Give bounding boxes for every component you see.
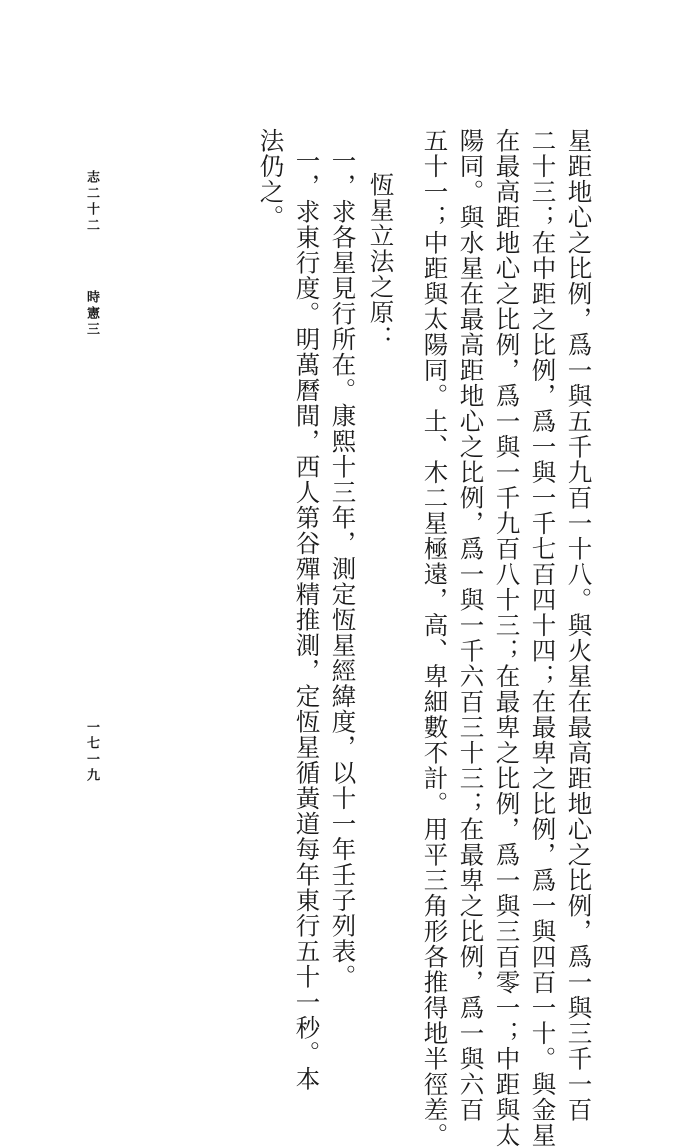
chapter-label: 志二十二 — [84, 170, 99, 234]
text-column-1: 星距地心之比例，爲一與五千九百一十八。與火星在最高距地心之比例，爲一與三千一百 — [564, 128, 594, 1123]
text-column-5: 五十一；中距與太陽同。土、木二星極遠，高、卑細數不計。用平三角形各推得地半徑差。 — [420, 128, 450, 1148]
page-number: 一七一九 — [84, 720, 99, 784]
section-label: 時憲三 — [84, 290, 99, 338]
text-column-4: 陽同。與水星在最高距地心之比例，爲一與一千六百三十三；在最卑之比例，爲一與六百 — [456, 128, 486, 1123]
text-column-2: 二十三；在中距之比例，爲一與一千七百四十四；在最卑之比例，爲一與四百一十。與金星 — [528, 128, 558, 1148]
section-heading: 恆星立法之原： — [366, 172, 396, 351]
list-item-2: 一，求東行度。明萬曆間，西人第谷殫精推測，定恆星循黃道每年東行五十一秒。本 — [292, 148, 322, 1092]
list-item-continuation: 法仍之。 — [256, 128, 286, 230]
list-item-1: 一，求各星見行所在。康熙十三年，測定恆星經緯度，以十一年壬子列表。 — [328, 148, 358, 990]
text-column-3: 在最高距地心之比例，爲一與一千九百八十三；在最卑之比例，爲一與三百零一；中距與太 — [492, 128, 522, 1148]
